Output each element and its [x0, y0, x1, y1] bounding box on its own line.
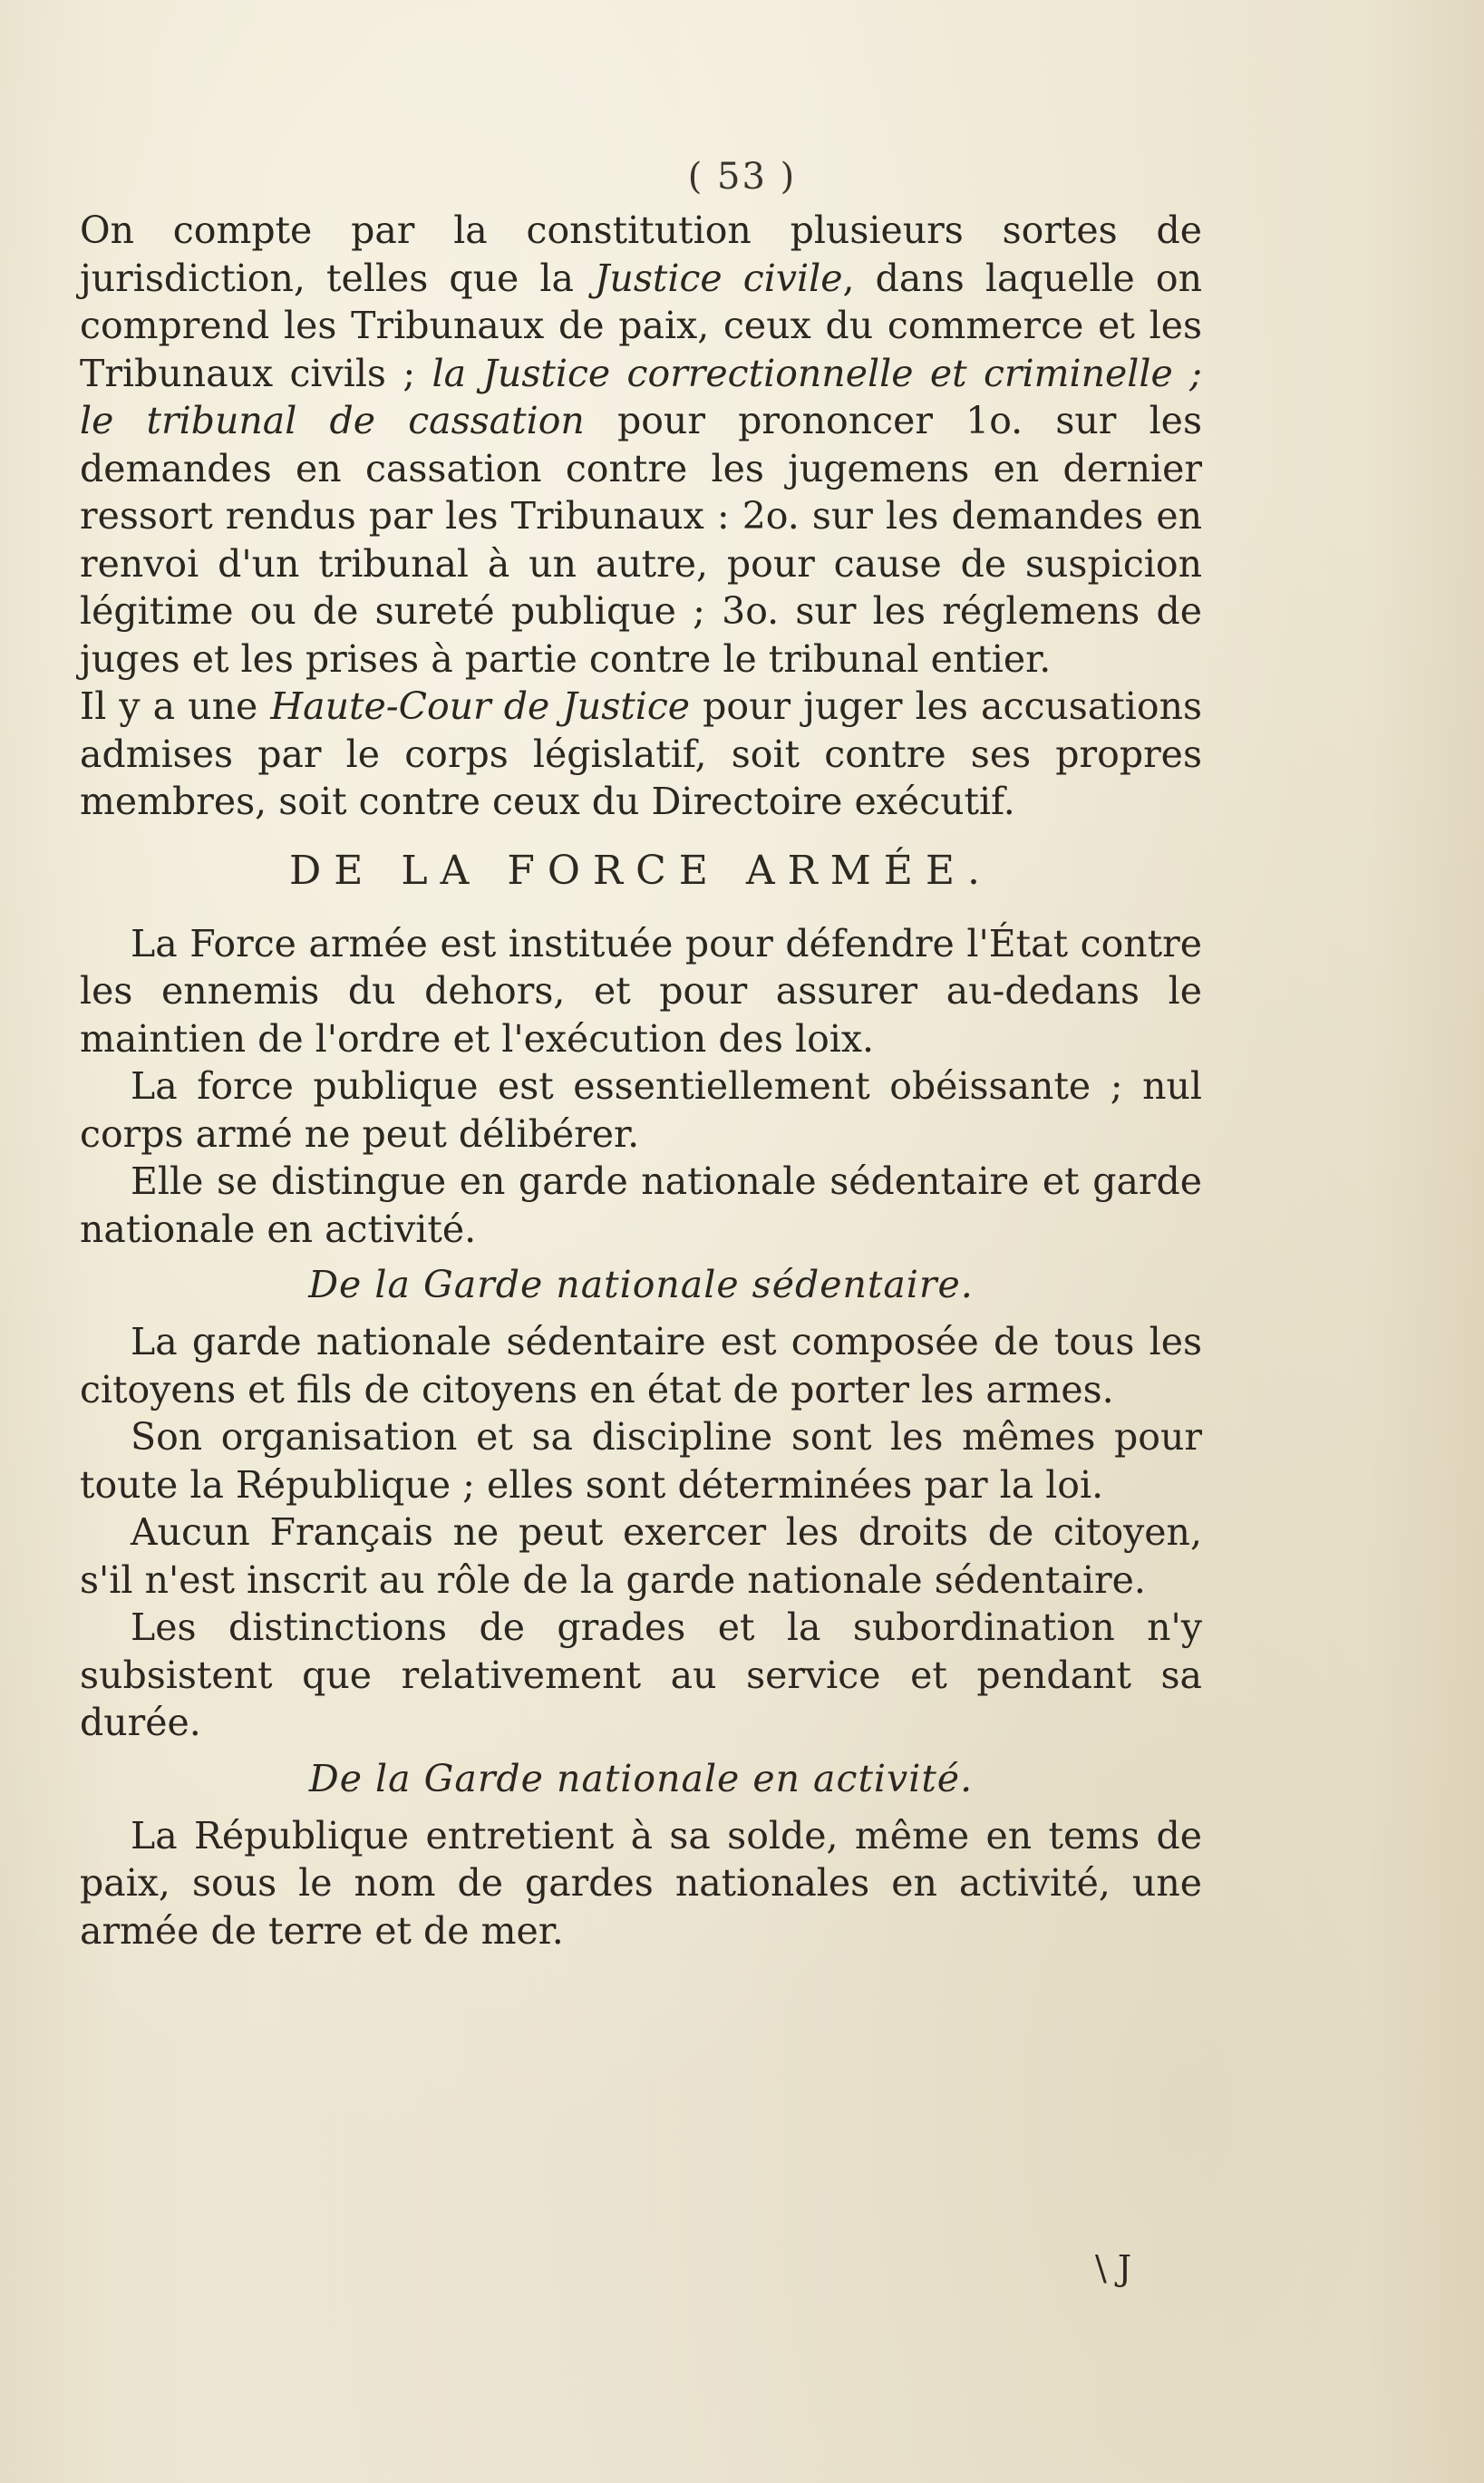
- text-run: On compte par la constitution plusieurs sortes de jurisdiction, telles que la: [80, 209, 1202, 300]
- subsection-heading-sedentaire: De la Garde nationale sédentaire.: [308, 1263, 974, 1306]
- page-number: ( 53 ): [687, 156, 797, 198]
- text-run: pour juger les accusations admises par le corps législatif, soit contre ses propres membres, soit contre ceux du Directoire exécutif.: [80, 684, 1203, 823]
- italic-term: Haute-Cour de Justice: [270, 684, 691, 728]
- italic-term: la Justice correctionnelle et criminelle ; le tribunal de cassation: [80, 351, 1202, 442]
- signature-mark: \ J: [1095, 2248, 1132, 2288]
- paragraph-justice-jurisdiction: [80, 207, 1202, 683]
- paragraph-force-3: Elle se distingue en garde nationale sédentaire et garde nationale en activité.: [80, 1159, 1202, 1251]
- italic-term: Justice civile: [595, 256, 843, 300]
- body-text: [80, 207, 1202, 1954]
- paragraph-haute-cour: [80, 683, 1202, 826]
- paragraph-activite-1: La République entretient à sa solde, même en tems de paix, sous le nom de gardes nationales en activité, une armée de terre et de mer.: [80, 1813, 1202, 1953]
- paragraph-sedentaire-1: La garde nationale sédentaire est composée de tous les citoyens et fils de citoyens en état de porter les armes.: [80, 1320, 1202, 1411]
- paragraph-sedentaire-2: Son organisation et sa discipline sont les mêmes pour toute la République ; elles sont déterminées par la loi.: [80, 1415, 1202, 1507]
- text-run: pour prononcer 1o. sur les demandes en cassation contre les jugemens en dernier ressort rendus par les Tribunaux : 2o. sur les demandes en renvoi d'un tribunal à un autre, pour cause de suspicion légitime ou de sureté publique ; 3o. sur les réglemens de juges et les prises à partie contre le tribunal entier.: [80, 399, 1202, 681]
- text-run: Il y a une: [80, 684, 271, 728]
- paragraph-sedentaire-3: Aucun Français ne peut exercer les droits de citoyen, s'il n'est inscrit au rôle de la garde nationale sédentaire.: [80, 1510, 1202, 1602]
- paragraph-force-1: La Force armée est instituée pour défendre l'État contre les ennemis du dehors, et pour assurer au-dedans le maintien de l'ordre et l'exécution des loix.: [80, 921, 1202, 1061]
- section-heading-force-armee: DE LA FORCE ARMÉE.: [288, 847, 994, 894]
- paragraph-force-2: La force publique est essentiellement obéissante ; nul corps armé ne peut délibérer.: [80, 1064, 1202, 1156]
- text-run: , dans laquelle on comprend les Tribunaux de paix, ceux du commerce et les Tribunaux civils ;: [80, 256, 1202, 395]
- subsection-heading-activite: De la Garde nationale en activité.: [308, 1756, 974, 1800]
- paragraph-sedentaire-4: Les distinctions de grades et la subordination n'y subsistent que relativement au service et pendant sa durée.: [80, 1605, 1202, 1744]
